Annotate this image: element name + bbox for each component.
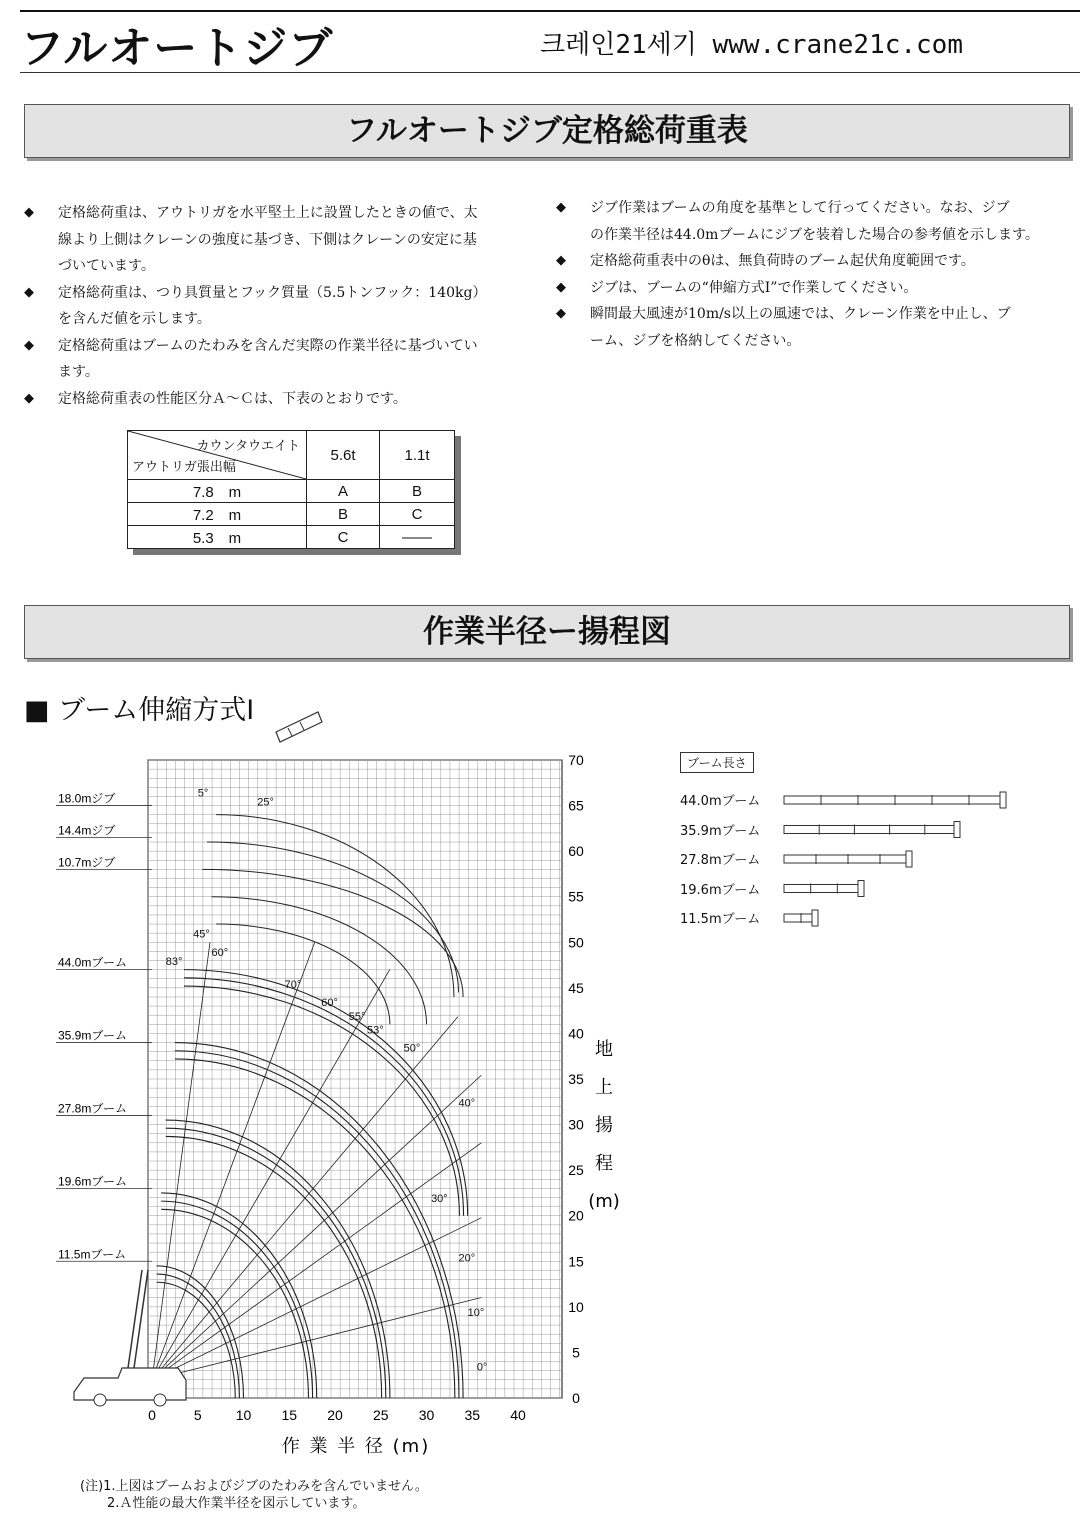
y-tick-label: 55 bbox=[568, 888, 584, 905]
x-tick-label: 25 bbox=[372, 1407, 389, 1423]
row-label: 5.3 m bbox=[128, 526, 307, 549]
column-header: 1.1t bbox=[380, 431, 455, 480]
angle-label: 25° bbox=[257, 796, 274, 809]
diamond-bullet-icon: ◆ bbox=[556, 200, 566, 215]
y-tick-label: 0 bbox=[572, 1390, 580, 1406]
note-line: 定格総荷重表中のθは、無負荷時のブーム起伏角度範囲です。 bbox=[590, 253, 975, 269]
boom-sketch-icon bbox=[276, 712, 322, 742]
boom-label: 10.7mジブ bbox=[58, 855, 116, 870]
y-axis-label-char: 揚 bbox=[595, 1115, 613, 1136]
x-tick-label: 20 bbox=[327, 1407, 343, 1423]
boom-length-legend-item: 11.5mブーム bbox=[680, 912, 761, 927]
y-tick-label: 30 bbox=[568, 1116, 584, 1133]
note-line: ジブ作業はブームの角度を基準として行ってください。なお、ジブ bbox=[590, 200, 1010, 216]
y-tick-label: 20 bbox=[568, 1207, 584, 1224]
footnotes bbox=[80, 1478, 428, 1512]
diamond-bullet-icon: ◆ bbox=[556, 279, 566, 295]
diamond-bullet-icon: ◆ bbox=[24, 205, 34, 220]
diamond-bullet-icon: ◆ bbox=[556, 306, 566, 321]
boom-label: 27.8mブーム bbox=[58, 1101, 127, 1116]
diamond-bullet-icon: ◆ bbox=[24, 337, 34, 353]
x-axis-label: 作 業 半 径 (m) bbox=[281, 1436, 431, 1457]
note-line: 定格総荷重はブームのたわみを含んだ実際の作業半径に基づいてい bbox=[58, 337, 478, 354]
angle-label: 70° bbox=[284, 978, 302, 991]
row-label: 7.8 m bbox=[128, 480, 307, 503]
note-line: 定格総荷重表の性能区分Ａ～Ｃは、下表のとおりです。 bbox=[58, 390, 407, 407]
boom-label: 19.6mブーム bbox=[58, 1174, 127, 1189]
angle-label: 45° bbox=[193, 928, 210, 941]
table-cell: C bbox=[380, 503, 455, 526]
angle-label: 53° bbox=[367, 1024, 384, 1037]
angle-label: 5° bbox=[197, 787, 209, 800]
y-tick-label: 35 bbox=[568, 1071, 584, 1087]
boom-length-legend-item: 19.6mブーム bbox=[680, 882, 761, 898]
y-tick-label: 70 bbox=[568, 752, 584, 768]
x-tick-label: 5 bbox=[193, 1407, 202, 1423]
corner-label-counterweight: カウンタウエイト bbox=[196, 438, 300, 453]
angle-label: 55° bbox=[348, 1010, 366, 1023]
note-line: ジブは、ブームの“伸縮方式Ⅰ”で作業してください。 bbox=[590, 279, 918, 296]
chart-subheading: ■ ブーム伸縮方式Ⅰ bbox=[24, 695, 255, 726]
y-tick-label: 25 bbox=[568, 1162, 584, 1179]
table-cell: A bbox=[307, 480, 380, 503]
x-tick-label: 0 bbox=[148, 1407, 156, 1423]
footnote-2: 2.Ａ性能の最大作業半径を図示しています。 bbox=[107, 1496, 366, 1511]
section-banner-load-table: フルオートジブ定格総荷重表 bbox=[24, 104, 1070, 158]
y-axis-label-char: 地 bbox=[595, 1039, 613, 1060]
y-axis-label-char: 程 bbox=[595, 1153, 613, 1174]
site-credit: 크레인21세기 www.crane21c.com bbox=[540, 30, 963, 60]
column-header: 5.6t bbox=[307, 431, 380, 480]
x-tick-label: 10 bbox=[235, 1407, 252, 1423]
angle-label: 10° bbox=[467, 1306, 485, 1319]
y-axis-label-char: 上 bbox=[595, 1077, 613, 1098]
y-tick-label: 45 bbox=[568, 979, 584, 996]
angle-label: 20° bbox=[458, 1252, 476, 1265]
boom-label: 14.4mジブ bbox=[58, 823, 116, 838]
table-cell: C bbox=[307, 526, 380, 549]
y-axis-label bbox=[588, 1039, 620, 1212]
y-tick-label: 65 bbox=[568, 797, 584, 814]
footnote-1: (注)1.上図はブームおよびジブのたわみを含んでいません。 bbox=[80, 1479, 428, 1494]
angle-label: 50° bbox=[403, 1042, 421, 1055]
x-tick-label: 40 bbox=[510, 1407, 526, 1423]
page-title: フルオートジブ bbox=[20, 23, 334, 74]
x-tick-label: 15 bbox=[281, 1407, 298, 1423]
note-line: ーム、ジブを格納してください。 bbox=[590, 332, 801, 349]
boom-label: 18.0mジブ bbox=[58, 791, 116, 806]
note-line: づいています。 bbox=[58, 258, 155, 274]
y-tick-label: 50 bbox=[568, 934, 584, 951]
boom-label: 35.9mブーム bbox=[58, 1028, 127, 1043]
note-line: の作業半径は44.0mブームにジブを装着した場合の参考値を示します。 bbox=[590, 226, 1039, 243]
angle-label: 83° bbox=[165, 956, 183, 969]
angle-label: 30° bbox=[431, 1193, 448, 1206]
y-tick-label: 60 bbox=[568, 843, 584, 860]
angle-label: 60° bbox=[211, 946, 229, 959]
row-label: 7.2 m bbox=[128, 503, 307, 526]
diamond-bullet-icon: ◆ bbox=[24, 284, 34, 300]
note-line: を含んだ値を示します。 bbox=[58, 311, 211, 327]
y-tick-label: 40 bbox=[568, 1025, 584, 1042]
x-tick-label: 30 bbox=[418, 1407, 435, 1423]
note-line: 瞬間最大風速が10m/s以上の風速では、クレーン作業を中止し、ブ bbox=[590, 306, 1011, 322]
table-cell: B bbox=[380, 480, 455, 503]
y-axis-label-unit: (m) bbox=[588, 1191, 620, 1212]
x-tick-label: 35 bbox=[464, 1407, 481, 1423]
table-cell: —— bbox=[380, 526, 455, 549]
diamond-bullet-icon: ◆ bbox=[556, 253, 566, 268]
note-line: 定格総荷重は、つり具質量とフック質量（5.5トンフック：140kg） bbox=[58, 284, 487, 301]
chart-grid bbox=[148, 760, 562, 1398]
angle-label: 40° bbox=[458, 1097, 476, 1110]
boom-length-legend-item: 27.8mブーム bbox=[680, 853, 761, 868]
table-cell: B bbox=[307, 503, 380, 526]
angle-label: 0° bbox=[476, 1361, 488, 1374]
y-tick-label: 15 bbox=[568, 1253, 584, 1270]
boom-label: 11.5mブーム bbox=[58, 1247, 127, 1262]
section-banner-chart: 作業半径ー揚程図 bbox=[24, 605, 1070, 659]
boom-length-legend-title: ブーム長さ bbox=[680, 752, 754, 773]
y-tick-label: 10 bbox=[568, 1298, 584, 1315]
y-tick-label: 5 bbox=[572, 1344, 580, 1361]
note-line: 線より上側はクレーンの強度に基づき、下側はクレーンの安定に基 bbox=[58, 231, 477, 248]
diamond-bullet-icon: ◆ bbox=[24, 390, 34, 406]
boom-length-legend-item: 44.0mブーム bbox=[680, 794, 761, 809]
note-line: ます。 bbox=[58, 364, 99, 380]
boom-label: 44.0mブーム bbox=[58, 955, 127, 970]
note-line: 定格総荷重は、アウトリガを水平堅土上に設置したときの値で、太 bbox=[58, 205, 478, 221]
corner-label-outrigger: アウトリガ張出幅 bbox=[132, 459, 236, 474]
boom-length-legend-item: 35.9mブーム bbox=[680, 823, 761, 839]
angle-label: 60° bbox=[321, 997, 338, 1010]
